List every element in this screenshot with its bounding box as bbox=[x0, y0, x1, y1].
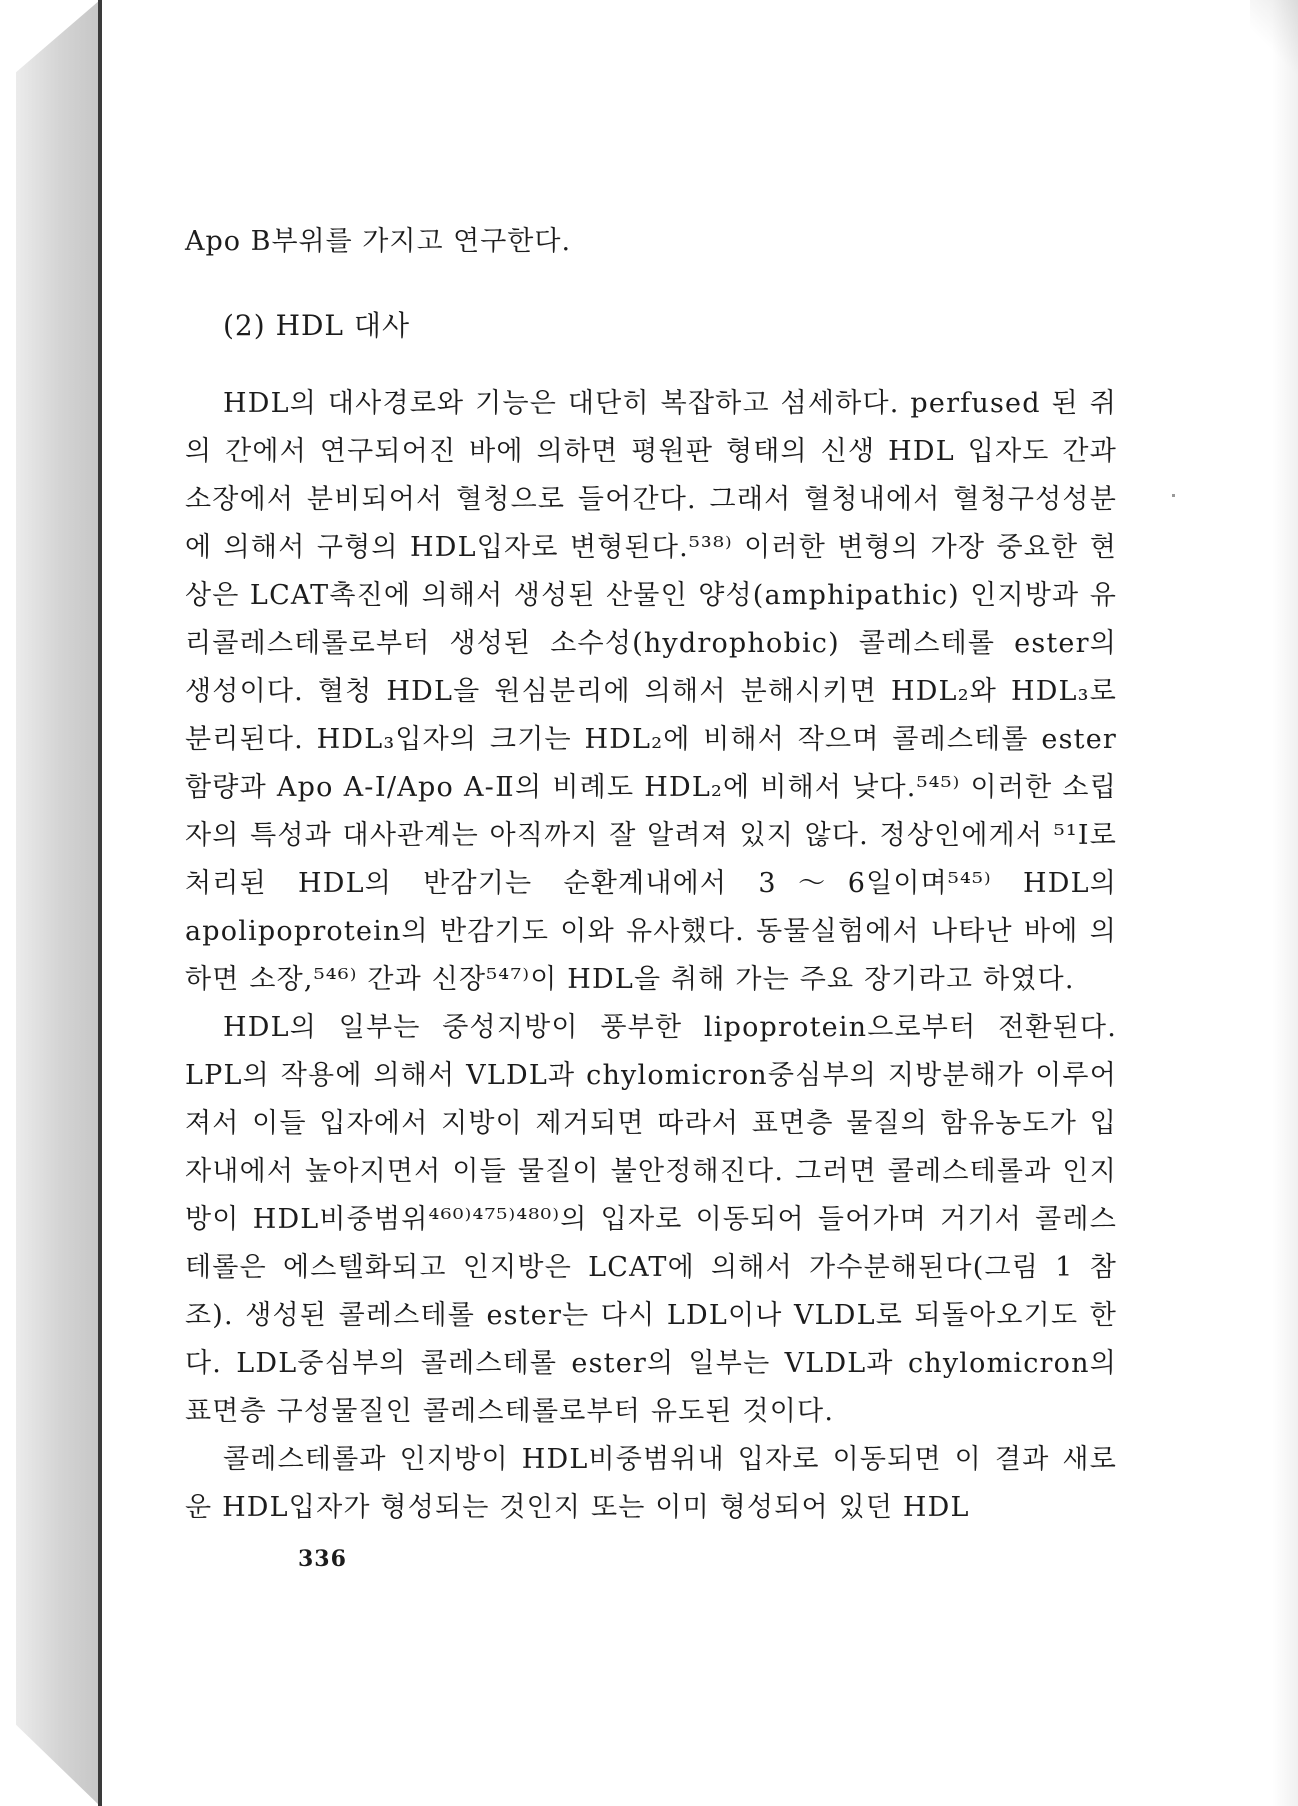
paragraph-2: HDL의 일부는 중성지방이 풍부한 lipoprotein으로부터 전환된다. LPL의 작용에 의해서 VLDL과 chylomicron중심부의 지방분해가 이루어져서 이들 입자에서 지방이 제거되면 따라서 표면층 물질의 함유농도가 입자내에서 높아지면서 이들 물질이 불안정해진다. 그러면 콜레스테롤과 인지방이 HDL비중범위⁴⁶⁰⁾⁴⁷⁵⁾⁴⁸⁰⁾의 입자로 이동되어 들어가며 거기서 콜레스테롤은 에스텔화되고 인지방은 LCAT에 의해서 가수분해된다(그림 1 참조). 생성된 콜레스테롤 ester는 다시 LDL이나 VLDL로 되돌아오기도 한다. LDL중심부의 콜레스테롤 ester의 일부는 VLDL과 chylomicron의 표면층 구성물질인 콜레스테롤로부터 유도된 것이다. bbox=[185, 1012, 1117, 1427]
page-shadow bbox=[1272, 0, 1298, 1806]
continued-line: Apo B부위를 가지고 연구한다. bbox=[185, 226, 572, 257]
page-number: 336 bbox=[298, 1546, 347, 1572]
paragraph-1: HDL의 대사경로와 기능은 대단히 복잡하고 섬세하다. perfused 된 쥐의 간에서 연구되어진 바에 의하면 평원판 형태의 신생 HDL 입자도 간과 소장에서 분비되어서 혈청으로 들어간다. 그래서 혈청내에서 혈청구성성분에 의해서 구형의 HDL입자로 변형된다.⁵³⁸⁾ 이러한 변형의 가장 중요한 현상은 LCAT촉진에 의해서 생성된 산물인 양성(amphipathic) 인지방과 유리콜레스테롤로부터 생성된 소수성(hydrophobic) 콜레스테롤 ester의 생성이다. 혈청 HDL을 원심분리에 의해서 분해시키면 HDL₂와 HDL₃로 분리된다. HDL₃입자의 크기는 HDL₂에 비해서 작으며 콜레스테롤 ester함량과 Apo A-Ⅰ/Apo A-Ⅱ의 비례도 HDL₂에 비해서 낮다.⁵⁴⁵⁾ 이러한 소립자의 특성과 대사관계는 아직까지 잘 알려져 있지 않다. 정상인에게서 ⁵¹I로 처리된 HDL의 반감기는 순환계내에서 3～6일이며⁵⁴⁵⁾ HDL의 apolipoprotein의 반감기도 이와 유사했다. 동물실험에서 나타난 바에 의하면 소장,⁵⁴⁶⁾ 간과 신장⁵⁴⁷⁾이 HDL을 취해 가는 주요 장기라고 하였다. bbox=[185, 388, 1117, 995]
section-heading: (2) HDL 대사 bbox=[223, 309, 411, 342]
paragraph-3: 콜레스테롤과 인지방이 HDL비중범위내 입자로 이동되면 이 결과 새로운 HDL입자가 형성되는 것인지 또는 이미 형성되어 있던 HDL bbox=[185, 1444, 1117, 1523]
page-content bbox=[185, 218, 1117, 1532]
scan-speck bbox=[1172, 494, 1175, 497]
book-spine bbox=[0, 0, 100, 1806]
